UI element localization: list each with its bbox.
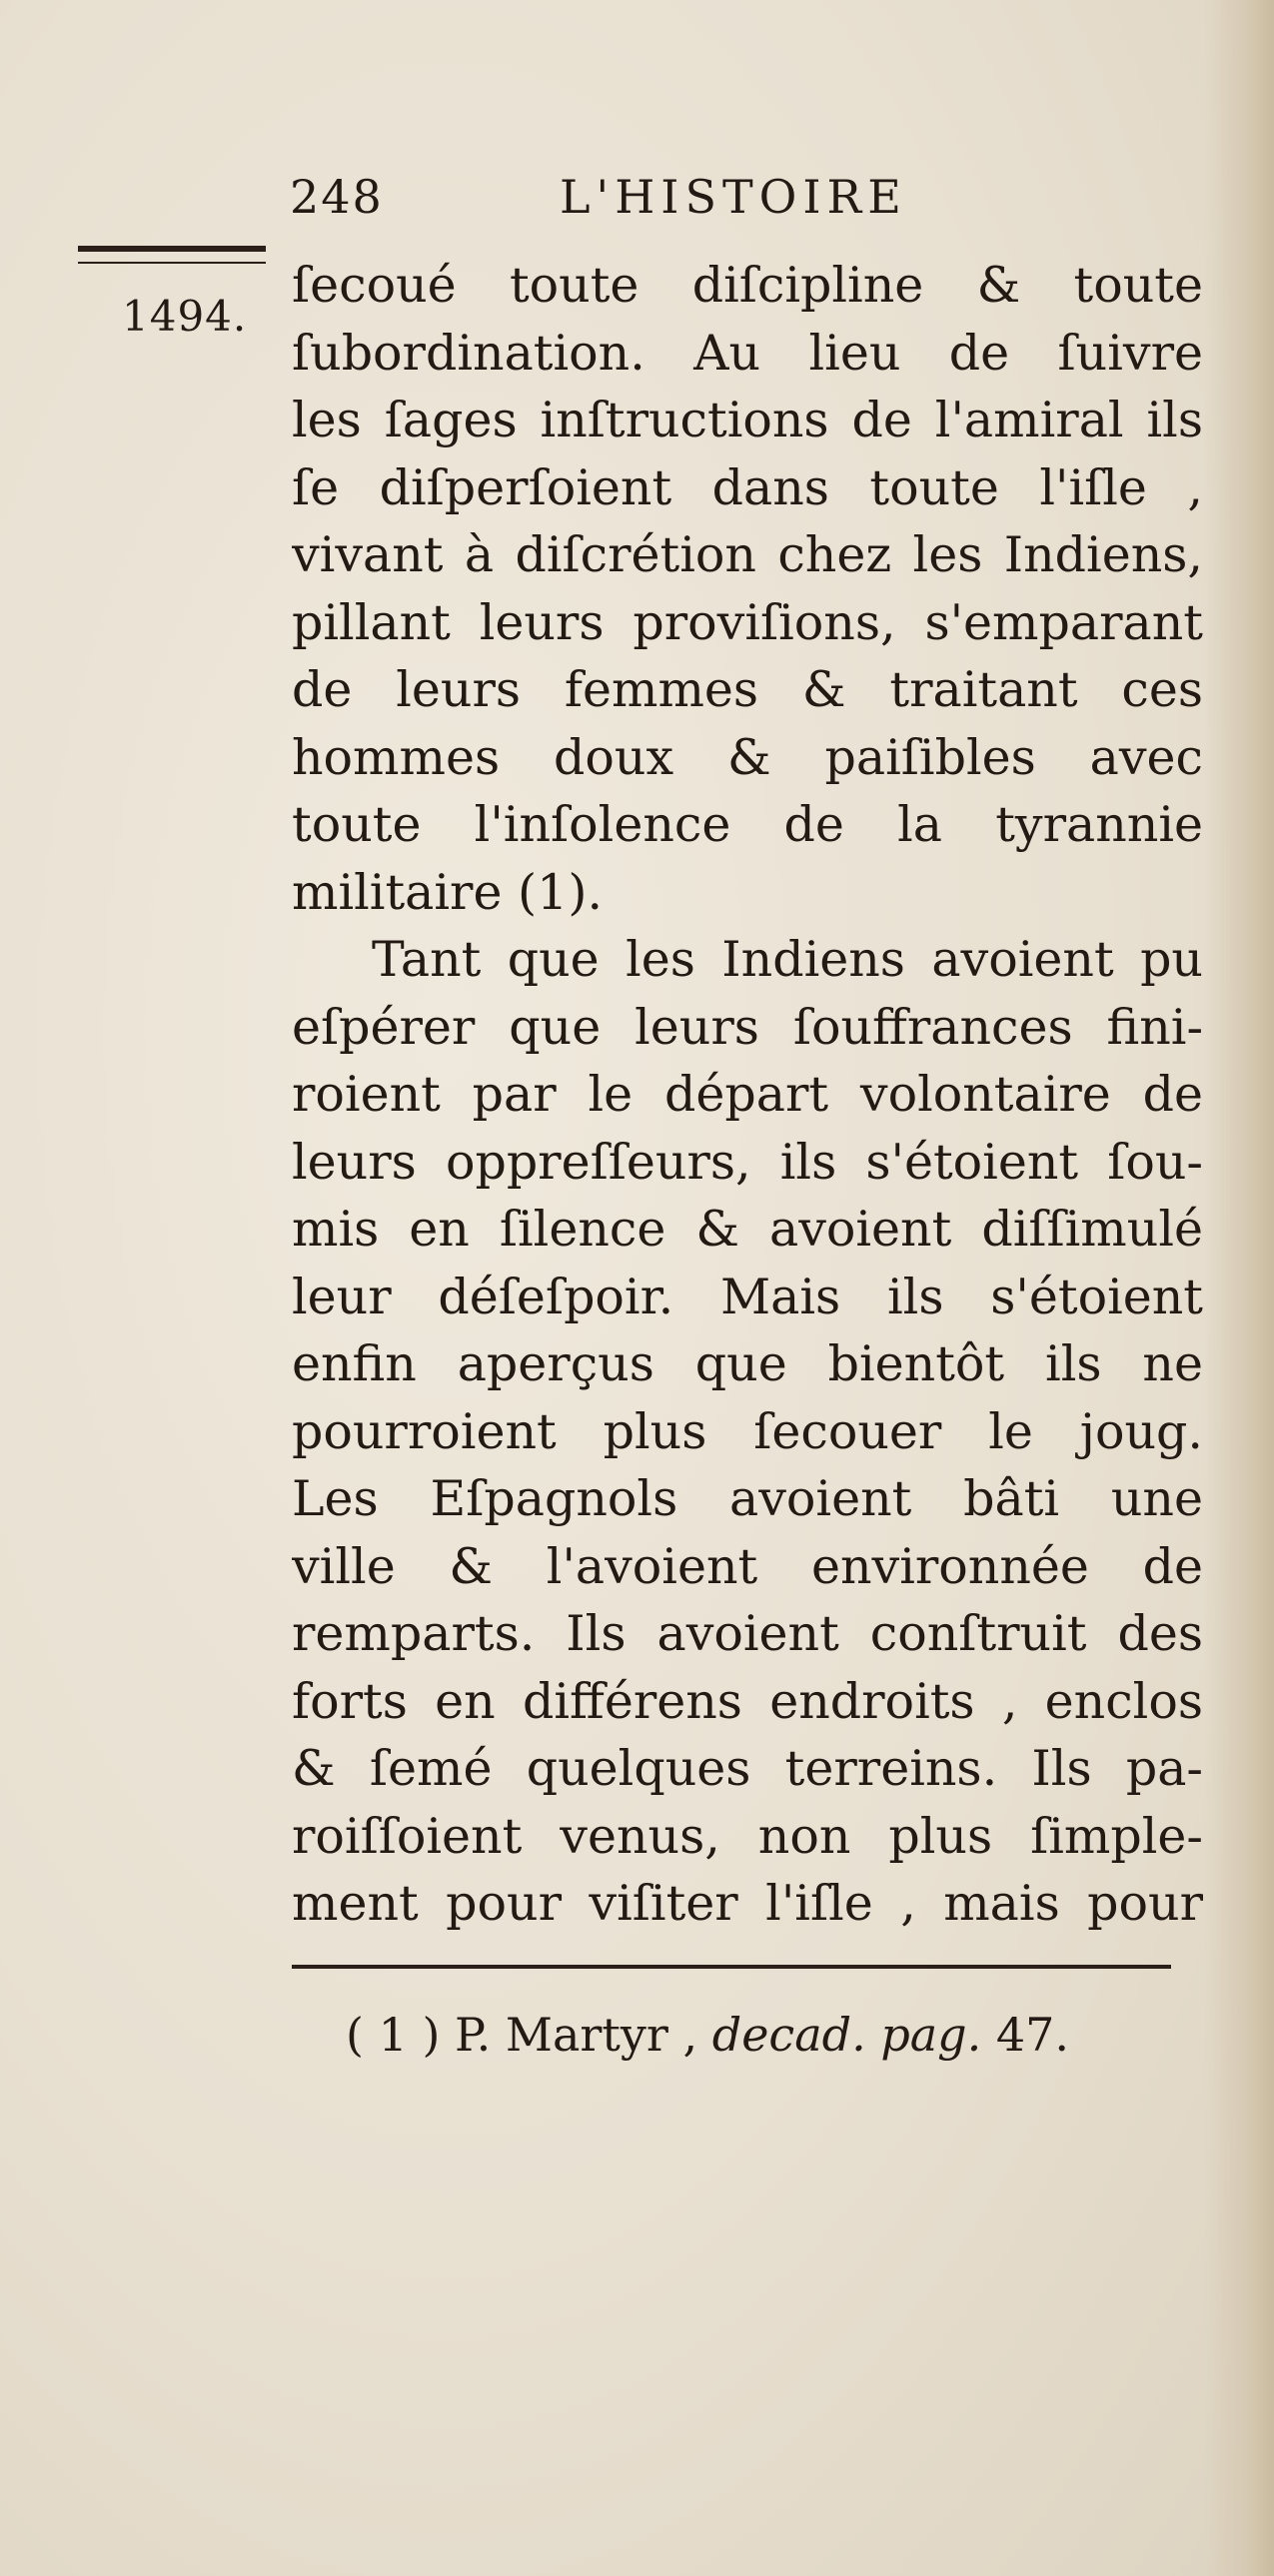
text-line: roiſſoient venus, non plus ſimple- (292, 1807, 1203, 1865)
footnote-marker: ( 1 ) (346, 2008, 441, 2062)
text-line: les ſages inſtructions de l'amiral ils (292, 392, 1203, 448)
footnote-rule (292, 1965, 1171, 1969)
text-line: hommes doux & paiſibles avec (292, 728, 1203, 786)
text-line: & ſemé quelques terreins. Ils pa- (292, 1740, 1203, 1797)
margin-year-note: 1494. (122, 292, 248, 341)
text-line: roient par le départ volontaire de (292, 1066, 1203, 1123)
text-line: ville & l'avoient environnée de (292, 1537, 1203, 1595)
text-line: de leurs femmes & traitant ces (292, 661, 1203, 718)
text-line: ſubordination. Au lieu de ſuivre (292, 324, 1203, 382)
text-line: Les Eſpagnols avoient bâti une (292, 1470, 1203, 1527)
text-line: vivant à diſcrétion chez les Indiens, (292, 526, 1203, 583)
text-line: ſecoué toute diſcipline & toute (292, 257, 1203, 314)
text-line: ſe diſperſoient dans toute l'iſle , (292, 458, 1203, 516)
margin-double-rule (78, 246, 266, 264)
body-text (292, 252, 1203, 1938)
page-header (290, 170, 989, 240)
footnote-work: decad. pag. (711, 2008, 982, 2062)
text-line: eſpérer que leurs ſouffrances fini- (292, 998, 1203, 1056)
text-line: leur déſeſpoir. Mais ils s'étoient (292, 1268, 1203, 1325)
footnote-page: 47. (995, 2008, 1070, 2062)
text-line: ment pour viſiter l'iſle , mais pour (292, 1875, 1203, 1932)
text-line: enfin aperçus que bientôt ils ne (292, 1335, 1203, 1392)
page-edge-shadow (1204, 0, 1274, 2576)
footnote-author: P. Martyr , (455, 2008, 698, 2062)
footnote (346, 2008, 1069, 2062)
page-number: 248 (290, 170, 384, 224)
text-line: pillant leurs proviſions, s'emparant (292, 593, 1203, 651)
text-line: Tant que les Indiens avoient pu (372, 931, 1203, 988)
text-line: toute l'inſolence de la tyrannie (292, 796, 1203, 853)
text-line: remparts. Ils avoient conſtruit des (292, 1605, 1203, 1662)
text-line: pourroient plus ſecouer le joug. (292, 1402, 1203, 1460)
text-line: mis en ſilence & avoient diſſimulé (292, 1201, 1203, 1258)
text-line: militaire (1). (292, 863, 604, 921)
text-line: leurs oppreſſeurs, ils s'étoient ſou- (292, 1133, 1203, 1191)
running-title: L'HISTOIRE (560, 170, 907, 224)
text-line: forts en différens endroits , enclos (292, 1672, 1203, 1730)
